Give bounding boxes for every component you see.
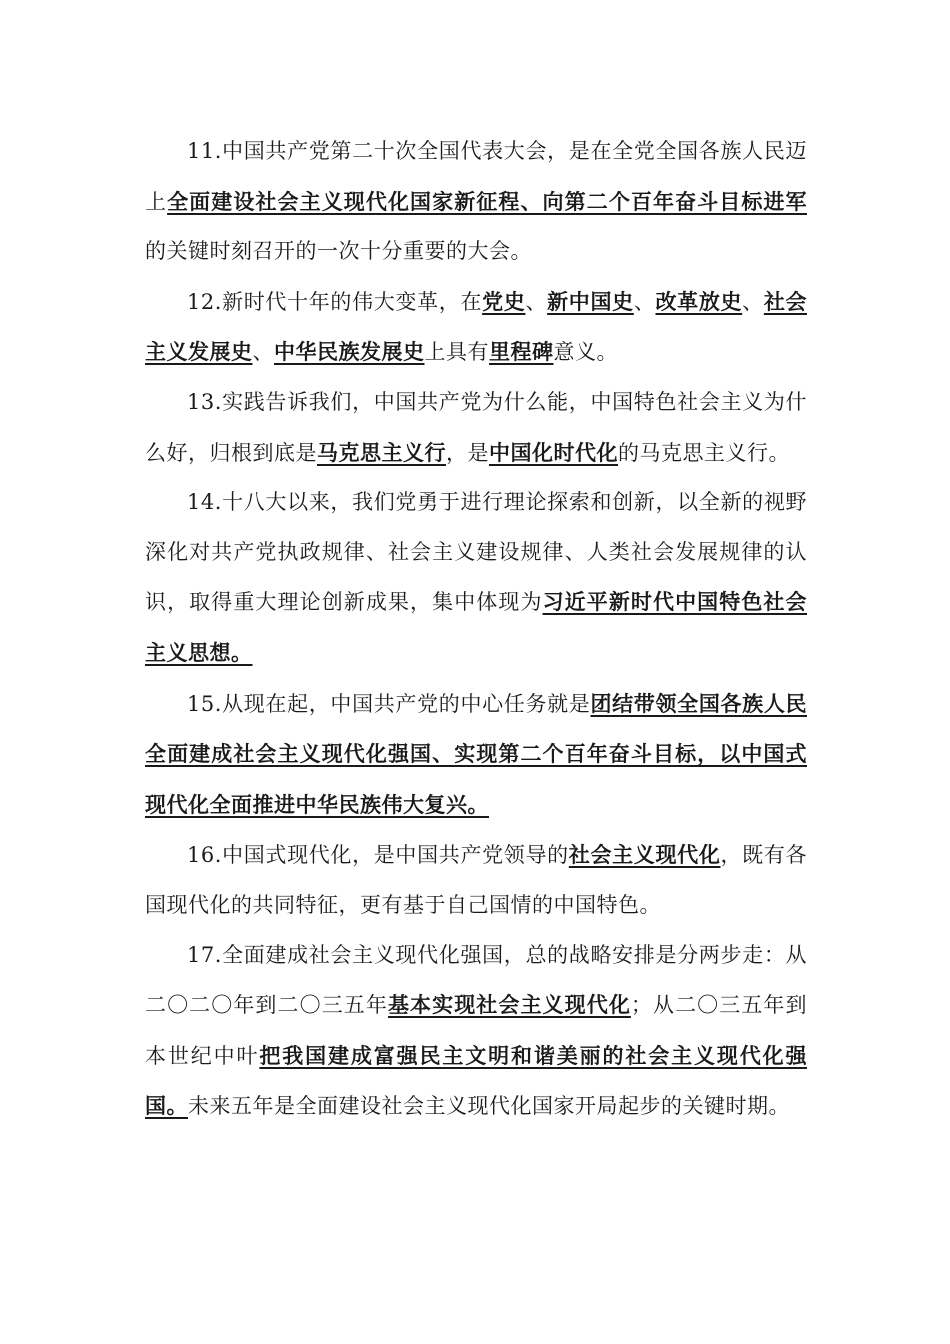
paragraph-13 <box>145 378 807 478</box>
underlined-key-phrase: 习近平新时代中国特色社会主义思想。 <box>145 589 808 665</box>
underlined-key-phrase: 党史 <box>482 288 526 314</box>
paragraph-11 <box>145 127 807 277</box>
paragraph-text: 16.中国式现代化，是中国共产党领导的 <box>187 843 569 868</box>
paragraph-text: 15.从现在起，中国共产党的中心任务就是 <box>187 691 591 716</box>
paragraph-text: ，既有各国现代化的共同特征，更有基于自己国情的中国特色。 <box>145 843 808 917</box>
underlined-key-phrase: 马克思主义行 <box>317 439 446 465</box>
underlined-key-phrase: 社会主义现代化 <box>568 842 721 868</box>
paragraph-17 <box>145 931 807 1132</box>
paragraph-text: 上具有 <box>424 340 489 365</box>
paragraph-text: 13.实践告诉我们，中国共产党为什么能，中国特色社会主义为什么好，归根到底是 <box>145 389 807 465</box>
underlined-key-phrase: 里程碑 <box>489 339 554 365</box>
paragraph-text: 意义。 <box>553 340 618 365</box>
paragraph-text: 12.新时代十年的伟大变革，在 <box>187 289 483 314</box>
paragraph-text: ；从二〇三五年到本世纪中叶 <box>145 993 808 1068</box>
paragraph-15 <box>145 679 807 831</box>
paragraph-text: 的马克思主义行。 <box>618 440 790 465</box>
paragraph-text: 14.十八大以来，我们党勇于进行理论探索和创新，以全新的视野深化对共产党执政规律、社会主义建设规律、人类社会发展规律的认识，取得重大理论创新成果，集中体现为 <box>145 490 807 615</box>
paragraph-14 <box>145 478 807 678</box>
paragraph-text: ，是 <box>446 440 489 465</box>
paragraph-text: 11.中国共产党第二十次全国代表大会，是在全党全国各族人民迈上 <box>145 139 807 214</box>
underlined-key-phrase: 中华民族发展史 <box>274 339 425 365</box>
paragraph-text: 、 <box>252 340 274 365</box>
underlined-key-phrase: 新中国史 <box>547 288 634 314</box>
paragraph-text: 17.全面建成社会主义现代化强国，总的战略安排是分两步走：从二〇二〇年到二〇三五年 <box>145 942 807 1018</box>
underlined-key-phrase: 把我国建成富强民主文明和谐美丽的社会主义现代化强国。 <box>145 1042 807 1119</box>
paragraph-text: 的关键时刻召开的一次十分重要的大会。 <box>145 239 532 264</box>
underlined-key-phrase: 团结带领全国各族人民全面建成社会主义现代化强国、实现第二个百年奋斗目标，以中国式现代化全面推进中华民族伟大复兴。 <box>145 690 807 817</box>
paragraph-16 <box>145 830 807 930</box>
paragraph-text: 、 <box>525 289 548 314</box>
underlined-key-phrase: 社会主义发展史 <box>145 288 808 365</box>
underlined-key-phrase: 基本实现社会主义现代化 <box>387 992 631 1018</box>
underlined-key-phrase: 全面建设社会主义现代化国家新征程、向第二个百年奋斗目标进军 <box>167 188 808 214</box>
paragraph-text: 、 <box>742 289 764 314</box>
paragraph-12 <box>145 277 807 378</box>
document-page <box>145 127 807 1132</box>
underlined-key-phrase: 改革放史 <box>655 288 743 314</box>
paragraph-text: 、 <box>633 289 656 314</box>
underlined-key-phrase: 中国化时代化 <box>489 439 618 465</box>
paragraph-text: 未来五年是全面建设社会主义现代化国家开局起步的关键时期。 <box>188 1094 790 1119</box>
